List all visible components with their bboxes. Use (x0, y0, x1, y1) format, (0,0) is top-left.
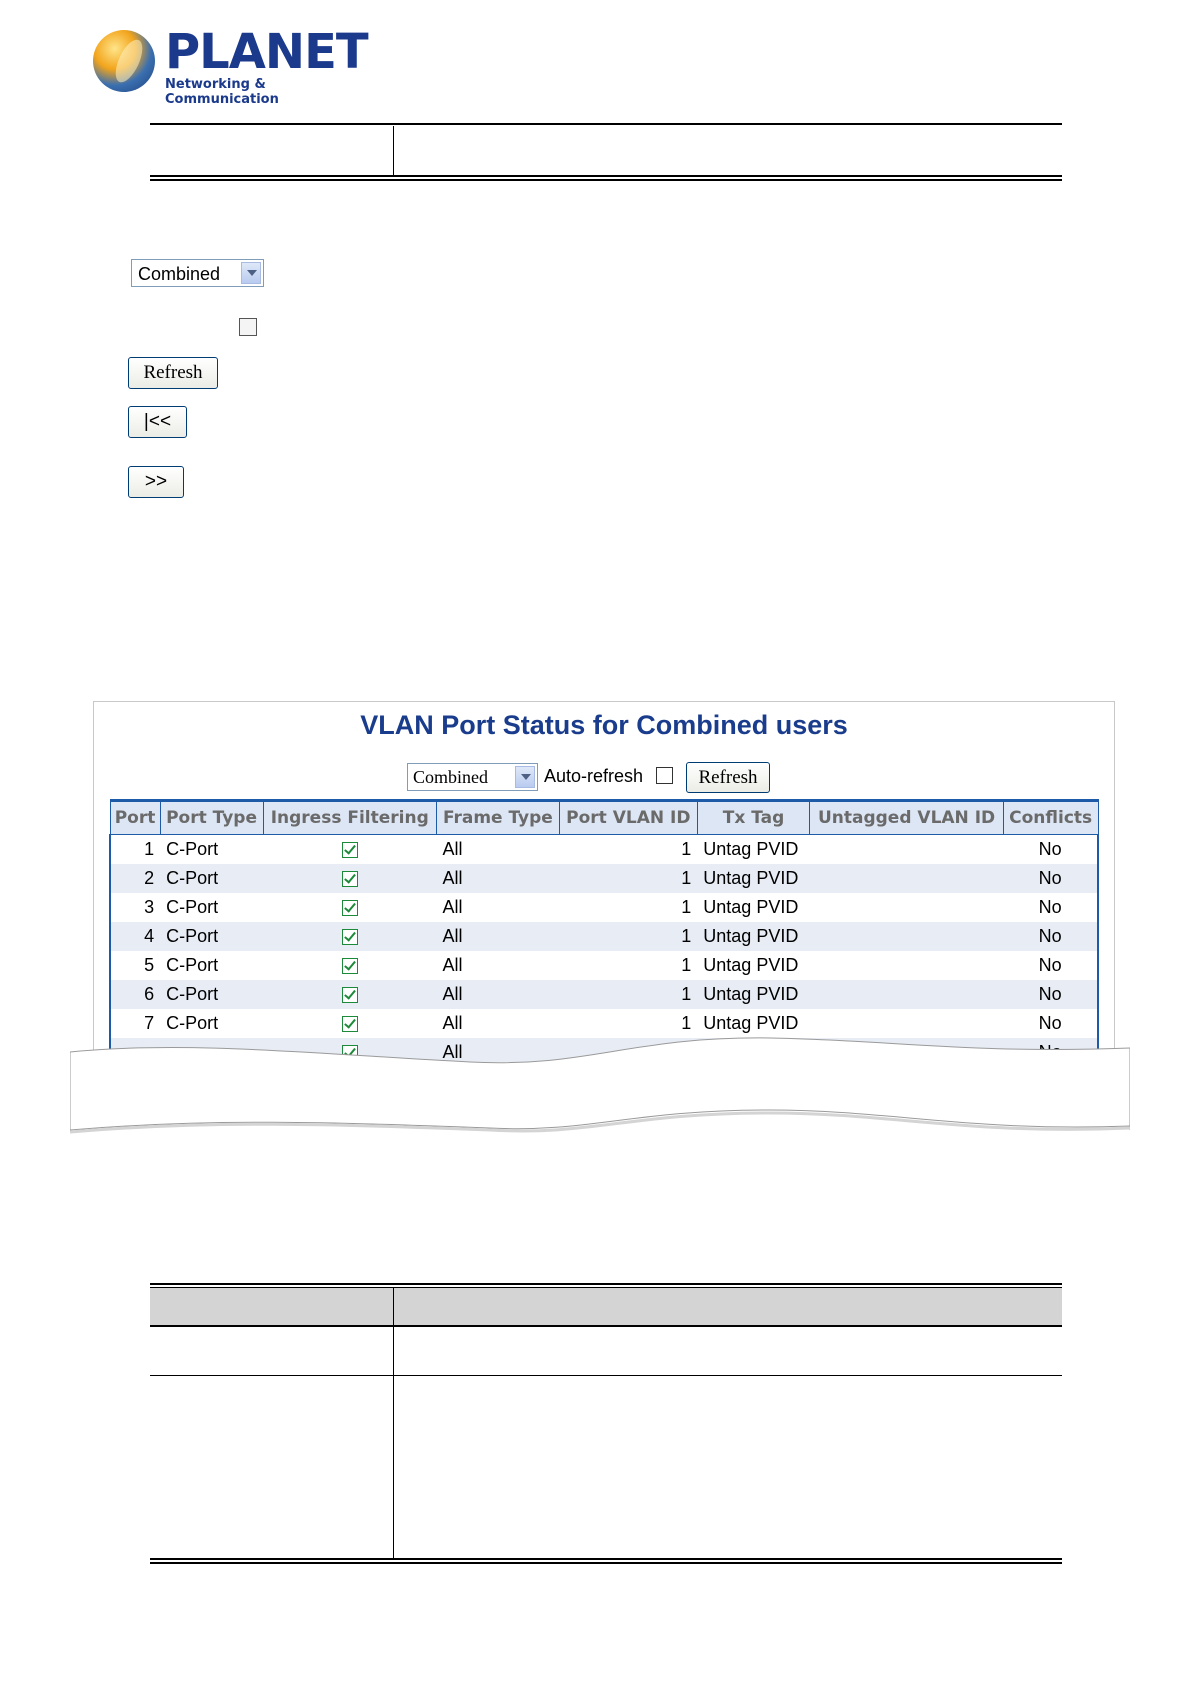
cell-frame-type: All (442, 955, 463, 975)
cell-port-type: C-Port (166, 955, 219, 975)
cell-port-type: C-Port (166, 1013, 219, 1033)
planet-logo (93, 24, 368, 107)
col-port-vlan-id: Port VLAN ID (559, 801, 697, 835)
ingress-filtering-checkbox[interactable] (342, 842, 358, 858)
cell-tx-tag: Untag PVID (697, 864, 809, 893)
user-select-value: Combined (138, 264, 221, 284)
table-row (110, 864, 1098, 893)
header-table (150, 123, 1062, 181)
panel-user-select-value: Combined (413, 767, 488, 787)
cell-frame-type: All (436, 864, 559, 893)
cell-conflicts: No (1003, 980, 1098, 1009)
cell-untagged-vlan-id (810, 951, 1004, 980)
table-row (110, 893, 1098, 922)
col-port: Port (110, 801, 160, 835)
cell-ingress-filtering (263, 951, 436, 980)
logo-wordmark: PLANET (165, 24, 368, 80)
cell-ingress-filtering (263, 835, 436, 865)
table-header-rule (150, 1325, 1062, 1327)
cell-port-vlan-id: 1 (681, 1013, 692, 1033)
cell-port-type: C-Port (160, 980, 263, 1009)
cell-untagged-vlan-id (810, 980, 1004, 1009)
cell-frame-type: All (436, 1038, 559, 1062)
table-header-band (150, 1288, 1062, 1325)
vlan-port-status-table (109, 799, 1099, 1062)
col-port-type: Port Type (160, 801, 263, 835)
auto-refresh-checkbox[interactable] (239, 318, 257, 336)
cell-untagged-vlan-id (810, 864, 1004, 893)
cell-untagged-vlan-id (810, 835, 1004, 865)
cell-untagged-vlan-id (810, 893, 1004, 922)
ingress-filtering-checkbox[interactable] (342, 987, 358, 1003)
panel-auto-refresh-checkbox[interactable] (656, 767, 673, 784)
vlan-status-screenshot (93, 701, 1115, 1062)
col-frame-type: Frame Type (436, 801, 559, 835)
panel-user-select[interactable] (407, 763, 538, 791)
cell-conflicts: No (1003, 951, 1098, 980)
cell-frame-type: All (442, 1013, 463, 1033)
table-row (110, 835, 1098, 865)
panel-refresh-button[interactable]: Refresh (686, 762, 770, 793)
cell-untagged-vlan-id (810, 922, 1004, 951)
col-tx-tag: Tx Tag (697, 801, 809, 835)
first-page-button[interactable]: |<< (128, 406, 187, 438)
col-ingress-filtering: Ingress Filtering (263, 801, 436, 835)
cell-frame-type: All (436, 922, 559, 951)
ingress-filtering-checkbox[interactable] (342, 929, 358, 945)
cell-conflicts: No (1003, 922, 1098, 951)
cell-frame-type: All (442, 897, 463, 917)
table-row-divider (150, 1375, 1062, 1376)
cell-frame-type: All (442, 839, 463, 859)
col-untagged-vlan-id: Untagged VLAN ID (810, 801, 1004, 835)
cell-tx-tag: Untag PVID (697, 922, 809, 951)
table-bottom-rule (150, 1558, 1062, 1564)
cell-port-type: C-Port (166, 897, 219, 917)
cell-port-vlan-id: 1 (559, 922, 697, 951)
cell-port-vlan-id: 1 (559, 864, 697, 893)
next-page-button[interactable]: >> (128, 466, 184, 498)
table-header-row (110, 801, 1098, 835)
cell-conflicts: No (1003, 893, 1098, 922)
cell-tx-tag: Untag PVID (703, 1013, 799, 1033)
logo-tagline: Networking & Communication (165, 77, 279, 107)
torn-edge-graphic (70, 1030, 1130, 1150)
ingress-filtering-checkbox[interactable] (342, 900, 358, 916)
description-table (150, 1283, 1062, 1566)
table-top-rule (150, 123, 1062, 128)
cell-tx-tag: Untag PVID (697, 980, 809, 1009)
cell-port: 1 (110, 835, 160, 865)
cell-port: 6 (110, 980, 160, 1009)
cell-frame-type: All (436, 980, 559, 1009)
table-row (110, 922, 1098, 951)
cell-conflicts: No (1003, 835, 1098, 865)
table-column-divider (393, 1288, 394, 1558)
cell-port-type: C-Port (160, 864, 263, 893)
cell-port: 7 (110, 1009, 160, 1038)
cell-conflicts: No (1003, 864, 1098, 893)
table-row (110, 951, 1098, 980)
cell-port: 5 (110, 951, 160, 980)
cell-port-vlan-id: 1 (681, 897, 692, 917)
cell-port-vlan-id: 1 (559, 980, 697, 1009)
cell-tx-tag: Untag PVID (703, 897, 799, 917)
cell-port: 3 (110, 893, 160, 922)
table-column-divider (393, 126, 394, 175)
table-row (110, 980, 1098, 1009)
cell-conflicts: No (1003, 1009, 1098, 1038)
auto-refresh-label: Auto-refresh (544, 766, 644, 786)
cell-tx-tag: Untag PVID (703, 955, 799, 975)
ingress-filtering-checkbox[interactable] (342, 871, 358, 887)
cell-ingress-filtering (263, 980, 436, 1009)
cell-ingress-filtering (263, 864, 436, 893)
cell-ingress-filtering (263, 893, 436, 922)
chevron-down-icon[interactable] (515, 766, 535, 788)
cell-port-vlan-id: 1 (681, 839, 692, 859)
col-conflicts: Conflicts (1003, 801, 1098, 835)
cell-port: 4 (110, 922, 160, 951)
cell-port-type: C-Port (160, 922, 263, 951)
ingress-filtering-checkbox[interactable] (342, 958, 358, 974)
cell-port-vlan-id: 1 (681, 955, 692, 975)
page-title: VLAN Port Status for Combined users (360, 710, 848, 740)
refresh-button[interactable]: Refresh (128, 357, 218, 389)
table-bottom-rule (150, 175, 1062, 181)
chevron-down-icon[interactable] (241, 262, 261, 284)
user-select[interactable] (131, 259, 264, 287)
cell-port: 2 (110, 864, 160, 893)
cell-port-type: C-Port (166, 839, 219, 859)
cell-ingress-filtering (263, 922, 436, 951)
cell-tx-tag: Untag PVID (703, 839, 799, 859)
